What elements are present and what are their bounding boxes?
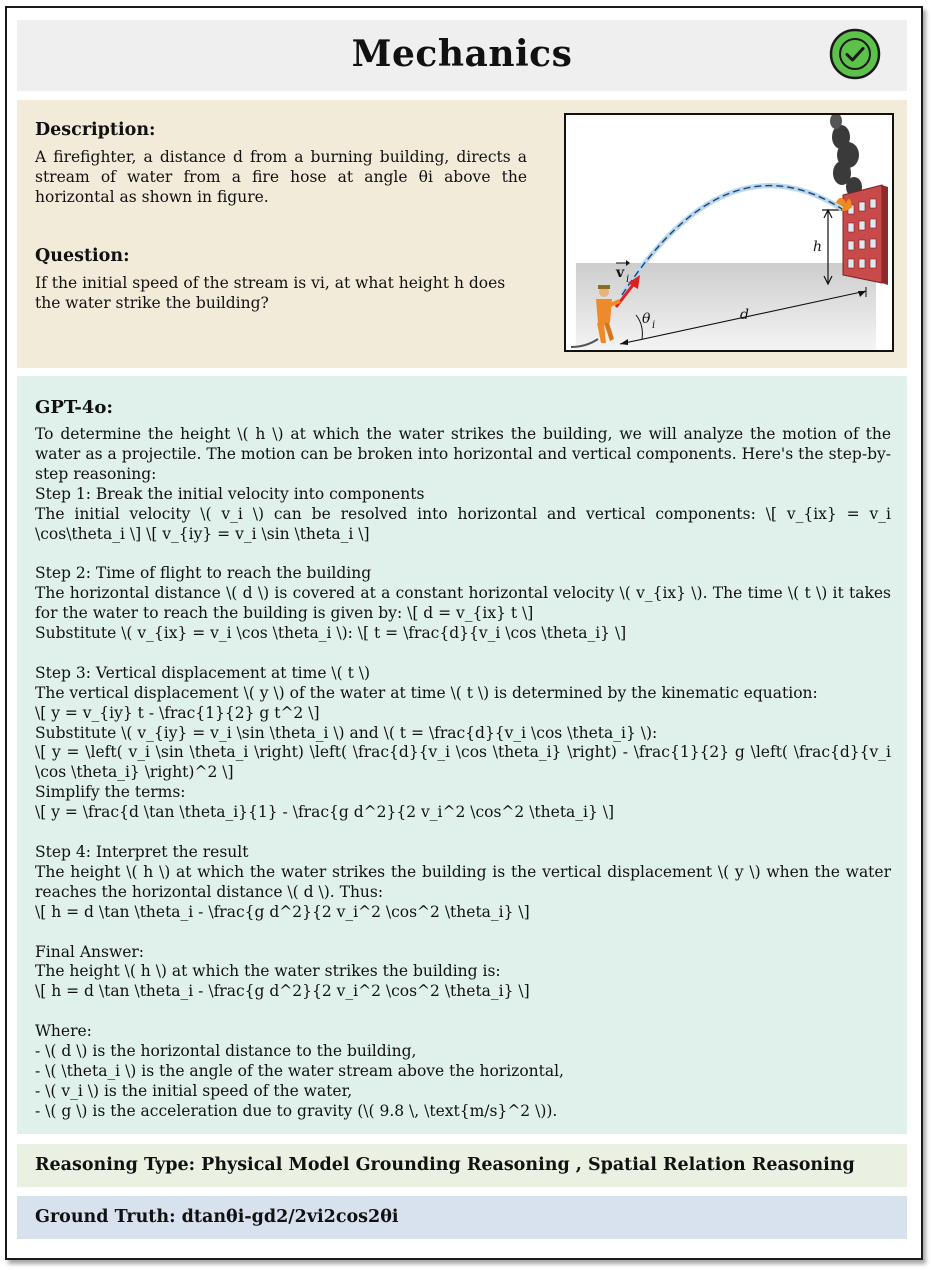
- problem-figure: [564, 113, 894, 352]
- label-velocity-sub: i: [626, 274, 630, 285]
- label-theta: θ: [642, 311, 651, 327]
- answer-line: The horizontal distance \( d \) is covered at a constant horizontal velocity \( v_{ix} \). The time \( t \) it takes for the water to reach the building is given by: \[ d = v_{ix} t \]: [35, 584, 891, 623]
- question-heading: Question:: [35, 246, 130, 266]
- answer-line: Simplify the terms:: [35, 783, 186, 802]
- label-d: d: [740, 307, 749, 323]
- answer-line: \[ h = d \tan \theta_i - \frac{g d^2}{2 v_i^2 \cos^2 \theta_i} \]: [35, 982, 530, 1001]
- reasoning-type-strip: [17, 1144, 907, 1187]
- page-title: Mechanics: [351, 33, 573, 75]
- answer-line: Final Answer:: [35, 942, 145, 961]
- answer-line: The initial velocity \( v_i \) can be resolved into horizontal and vertical components: \[ v_{ix} = v_i \cos\theta_i \] \[ v_{iy} = v_i \sin \theta_i \]: [35, 504, 891, 543]
- answer-line: - \( \theta_i \) is the angle of the water stream above the horizontal,: [35, 1061, 564, 1080]
- answer-panel: [17, 376, 907, 1134]
- answer-line: [35, 544, 891, 564]
- answer-line: - \( g \) is the acceleration due to gravity (\( 9.8 \, \text{m/s}^2 \)).: [35, 1101, 558, 1120]
- answer-line: To determine the height \( h \) at which the water strikes the building, we will analyze the motion of the water as a projectile. The motion can be broken into horizontal and vertical components. Here's the step-by-step reasoning:: [35, 425, 891, 483]
- answer-line: Substitute \( v_{ix} = v_i \cos \theta_i \): \[ t = \frac{d}{v_i \cos \theta_i} \]: [35, 624, 627, 643]
- answer-line: \[ y = v_{iy} t - \frac{1}{2} g t^2 \]: [35, 703, 320, 722]
- reasoning-type-text: Reasoning Type: Physical Model Grounding Reasoning , Spatial Relation Reasoning: [35, 1155, 855, 1175]
- answer-line: [35, 823, 891, 843]
- answer-line: Step 2: Time of flight to reach the building: [35, 564, 372, 583]
- answer-line: \[ y = \left( v_i \sin \theta_i \right) \left( \frac{d}{v_i \cos \theta_i} \right) - \frac{1}{2} g \left( \frac{d}{v_i \cos \theta_i} \right)^2 \]: [35, 743, 891, 782]
- answer-heading: GPT-4o:: [35, 397, 113, 418]
- answer-line: Step 4: Interpret the result: [35, 842, 249, 861]
- answer-line: Step 1: Break the initial velocity into components: [35, 484, 425, 503]
- answer-line: [35, 1002, 891, 1022]
- answer-line: [35, 923, 891, 943]
- answer-line: The vertical displacement \( y \) of the water at time \( t \) is determined by the kinematic equation:: [35, 683, 818, 702]
- answer-line: Where:: [35, 1022, 92, 1041]
- answer-body: [35, 425, 891, 1122]
- description-text: A firefighter, a distance d from a burning building, directs a stream of water from a fire hose at angle θi above the horizontal as shown in figure.: [35, 148, 527, 206]
- label-theta-sub: i: [652, 320, 656, 331]
- firefighter-diagram: [566, 115, 892, 350]
- description-heading: Description:: [35, 120, 156, 140]
- answer-line: Step 3: Vertical displacement at time \( t \): [35, 663, 371, 682]
- card-frame: [5, 6, 923, 1260]
- answer-line: The height \( h \) at which the water strikes the building is:: [35, 962, 501, 981]
- ground-truth-text: Ground Truth: dtanθi-gd2/2vi2cos2θi: [35, 1207, 399, 1227]
- problem-panel: [17, 100, 907, 368]
- answer-line: The height \( h \) at which the water strikes the building is the vertical displacement \( y \) when the water reaches the horizontal distance \( d \). Thus:: [35, 862, 891, 901]
- title-bar: [17, 20, 907, 91]
- ground-truth-strip: [17, 1196, 907, 1239]
- answer-line: - \( d \) is the horizontal distance to the building,: [35, 1042, 417, 1061]
- answer-line: Substitute \( v_{iy} = v_i \sin \theta_i \) and \( t = \frac{d}{v_i \cos \theta_i} \):: [35, 723, 658, 742]
- answer-line: \[ h = d \tan \theta_i - \frac{g d^2}{2 v_i^2 \cos^2 \theta_i} \]: [35, 902, 530, 921]
- answer-line: - \( v_i \) is the initial speed of the water,: [35, 1081, 353, 1100]
- question-text: If the initial speed of the stream is vi, at what height h does the water strike the building?: [35, 274, 506, 312]
- answer-line: \[ y = \frac{d \tan \theta_i}{1} - \frac{g d^2}{2 v_i^2 \cos^2 \theta_i} \]: [35, 803, 615, 822]
- answer-line: [35, 644, 891, 664]
- label-velocity: v: [616, 265, 625, 281]
- label-h: h: [813, 239, 823, 255]
- check-circle-icon: [829, 28, 881, 80]
